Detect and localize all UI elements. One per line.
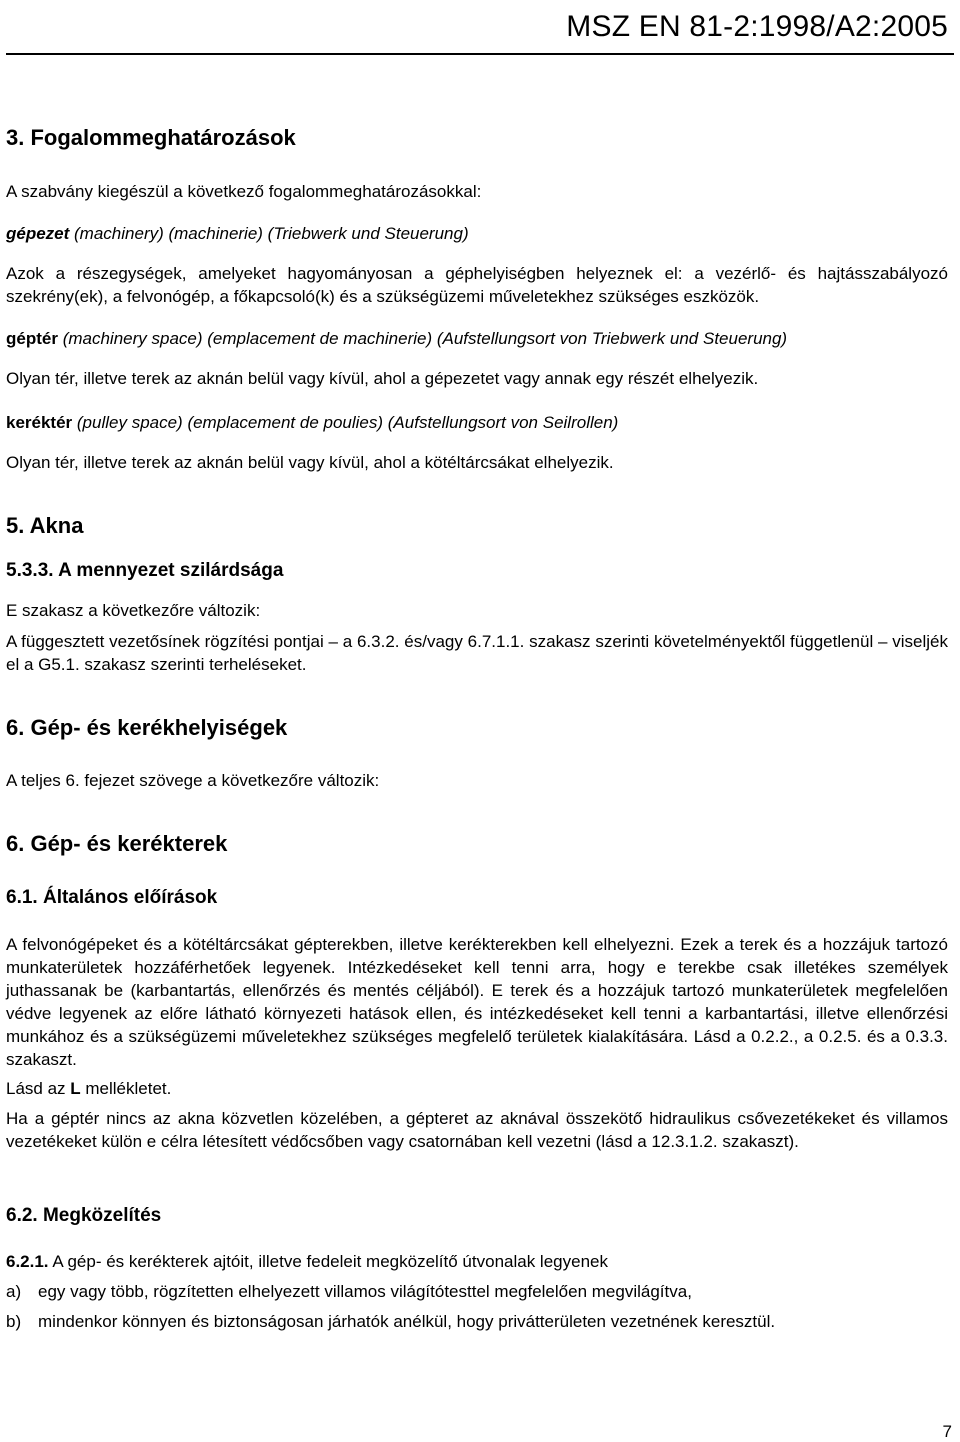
definition-gepezet: Azok a részegységek, amelyeket hagyományosan a géphelyiségben helyeznek el: a vezérlő- és hajtásszabályozó szekrény(ek), a felvonógép, a főkapcsoló(k) és a szükségüzemi műveletekhez szükséges eszközök. [6, 264, 948, 306]
term-gepter-translations: (machinery space) (emplacement de machinerie) (Aufstellungsort von Triebwerk und Steuerung) [57, 329, 788, 348]
section-6-1-p2 [6, 1077, 948, 1100]
definition-gepter: Olyan tér, illetve terek az aknán belül vagy kívül, ahol a gépezetet vagy annak egy részét elhelyezik. [6, 369, 759, 388]
definition-kerekter: Olyan tér, illetve terek az aknán belül vagy kívül, ahol a kötéltárcsákat elhelyezik. [6, 453, 614, 472]
list-item-a: egy vagy több, rögzítetten elhelyezett villamos világítótesttel megfelelően megvilágítva, [38, 1282, 692, 1301]
section-6-new-heading: 6. Gép- és kerékterek [6, 831, 228, 856]
annex-ref-post: mellékletet. [80, 1079, 172, 1098]
section-5-p2: A függesztett vezetősínek rögzítési pontjai – a 6.3.2. és/vagy 6.7.1.1. szakasz szerinti követelményektől függetlenül – viseljék el a G5.1. szakasz szerinti terheléseket. [6, 632, 948, 674]
section-5-heading: 5. Akna [6, 513, 84, 538]
section-5-p1: E szakasz a következőre változik: [6, 601, 261, 620]
header-divider [6, 53, 954, 55]
term-kerekter-translations: (pulley space) (emplacement de poulies) (Aufstellungsort von Seilrollen) [72, 413, 619, 432]
page-number: 7 [942, 1422, 952, 1441]
annex-ref-pre: Lásd az [6, 1079, 71, 1098]
term-gepezet [6, 222, 948, 245]
list-item-label-b: b) [6, 1312, 22, 1331]
document-code: MSZ EN 81-2:1998/A2:2005 [566, 10, 948, 43]
section-6-2-heading: 6.2. Megközelítés [6, 1205, 162, 1226]
section-6-1-p3: Ha a géptér nincs az akna közvetlen közelében, a gépteret az aknával összekötő hidraulikus csővezetékeket és villamos vezetékeket külön e célra létesített védőcsőben vagy csatornában kell vezetni (lásd a 12.3.1.2. szakaszt). [6, 1109, 948, 1151]
section-6-heading: 6. Gép- és kerékhelyiségek [6, 715, 288, 740]
section-6-2-1-p [6, 1250, 948, 1273]
term-gepter [6, 327, 948, 350]
section-6-1-p1: A felvonógépeket és a kötéltárcsákat gépterekben, illetve kerékterekben kell elhelyezni. Ezek a terek és a hozzájuk tartozó munkaterületek hozzáférhetőek legyenek. Intézkedéseket kell tenni arra, hogy e terekbe csak illetékes személyek juthassanak be (karbantartás, ellenőrzés és mentés céljából). E terek és a hozzájuk tartozó munkaterületek megfelelően védve legyenek az előre látható környezeti hatások ellen, és intézkedéseket kell tenni a karbantartási, illetve ellenőrzési munkához és a szükségüzemi műveletekhez szükséges megfelelő területek kialakítására. Lásd a 0.2.2., a 0.2.5. és a 0.3.3. szakaszt. [6, 935, 948, 1069]
section-6-1-heading: 6.1. Általános előírások [6, 887, 218, 908]
term-gepter-word: géptér [6, 329, 58, 348]
term-gepezet-translations: (machinery) (machinerie) (Triebwerk und Steuerung) [69, 224, 469, 243]
section-5-3-3-heading: 5.3.3. A mennyezet szilárdsága [6, 560, 284, 581]
section-6-p1: A teljes 6. fejezet szövege a következőre változik: [6, 771, 380, 790]
list-item-b: mindenkor könnyen és biztonságosan járhatók anélkül, hogy privátterületen vezetnének keresztül. [38, 1312, 776, 1331]
clause-text: A gép- és kerékterek ajtóit, illetve fedeleit megközelítő útvonalak legyenek [48, 1252, 608, 1271]
list-item-label-a: a) [6, 1282, 22, 1301]
term-kerekter-word: keréktér [6, 413, 73, 432]
section-3-intro: A szabvány kiegészül a következő fogalommeghatározásokkal: [6, 182, 482, 201]
annex-ref-letter: L [70, 1079, 81, 1098]
section-3-heading: 3. Fogalommeghatározások [6, 125, 296, 150]
term-kerekter [6, 411, 948, 434]
term-gepezet-word: gépezet [6, 224, 70, 243]
clause-number: 6.2.1. [6, 1252, 49, 1271]
